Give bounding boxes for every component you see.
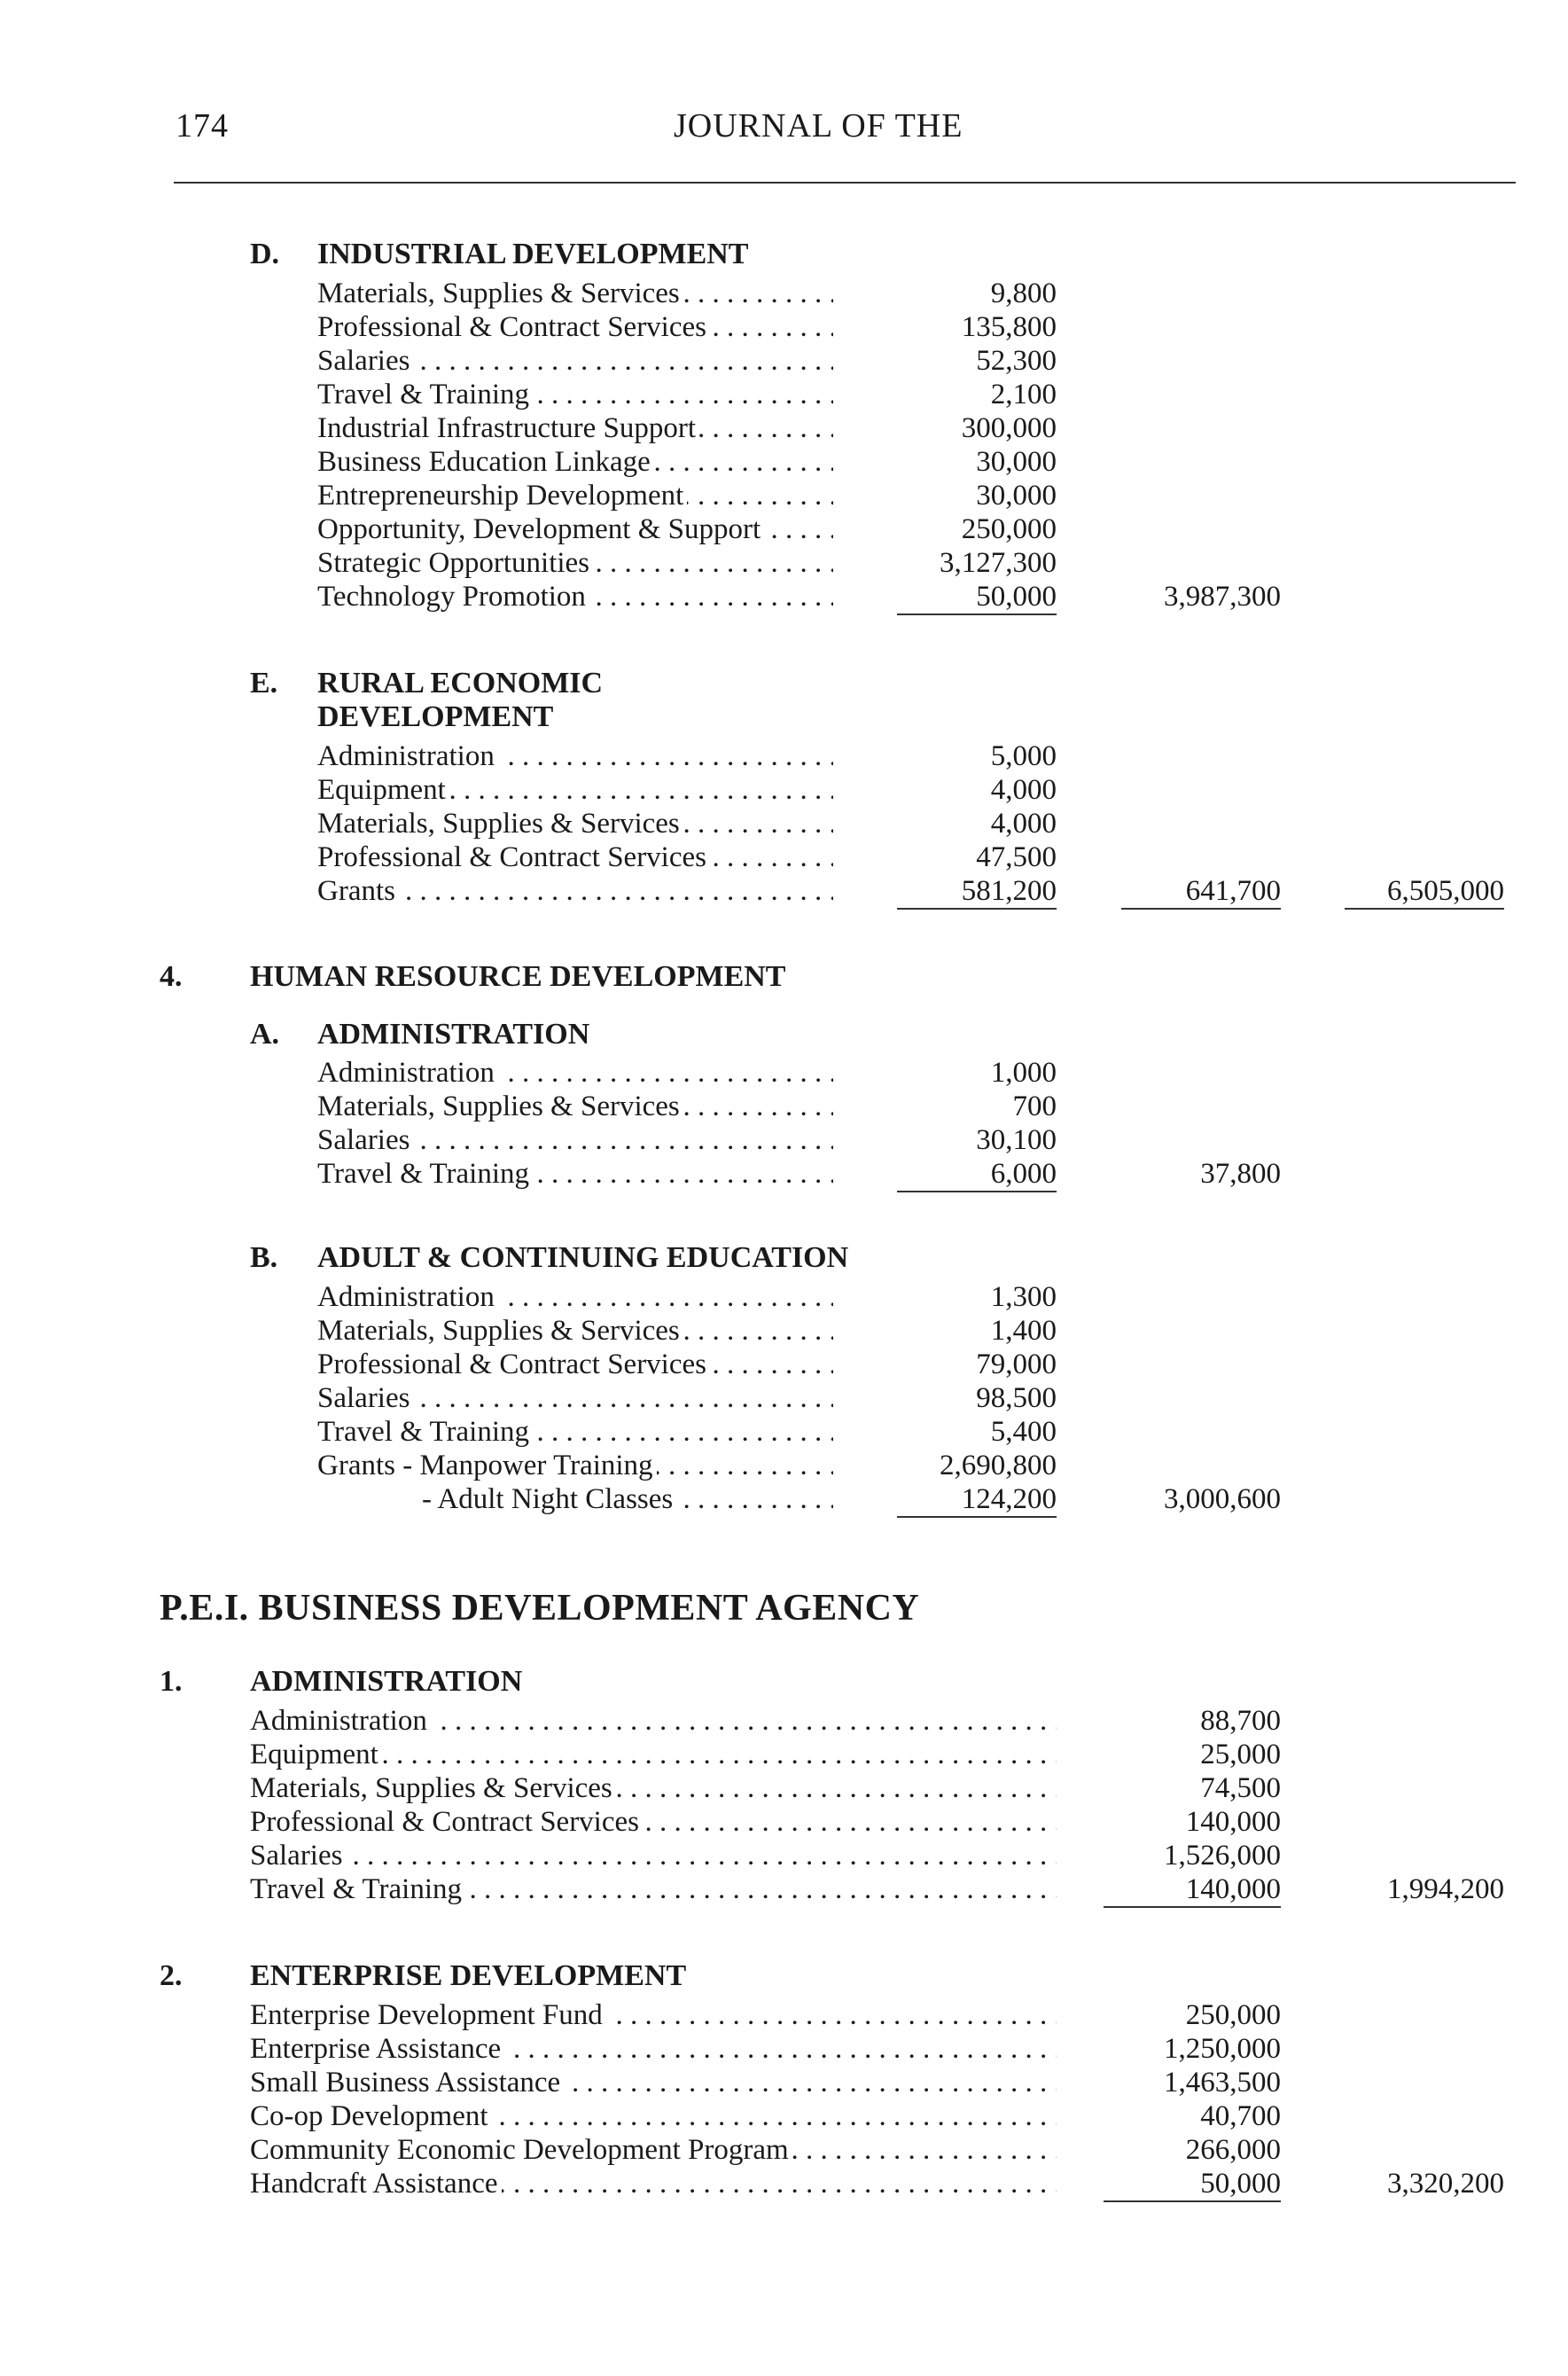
line-item-label-text: Grants - Manpower Training <box>317 1450 657 1481</box>
line-item-label-text: Travel & Training <box>250 1873 465 1905</box>
line-item-label-text: Industrial Infrastructure Support <box>317 412 699 444</box>
line-item <box>250 1704 1516 1738</box>
line-item <box>317 1123 1516 1157</box>
line-item-label <box>317 1314 833 1348</box>
agency-enterprise-number: 2. <box>160 1959 183 1992</box>
line-item <box>317 512 1516 546</box>
section-4b-title: ADULT & CONTINUING EDUCATION <box>317 1241 849 1274</box>
line-item-label <box>317 277 833 310</box>
line-item-label <box>317 1056 833 1090</box>
line-item-amount: 30,000 <box>976 480 1057 512</box>
line-item-label-text: Salaries <box>317 1382 413 1414</box>
line-item <box>317 1056 1516 1090</box>
line-item-label-text: Administration <box>317 1057 498 1089</box>
line-item-label <box>317 310 833 344</box>
line-item-label-text: Community Economic Development Program <box>250 2134 792 2166</box>
line-item <box>317 1314 1516 1348</box>
line-item-amount: 52,300 <box>976 345 1057 377</box>
section-e-title-line2: DEVELOPMENT <box>317 700 554 733</box>
line-item-label <box>317 1449 833 1482</box>
line-item-label-text: Entrepreneurship Development <box>317 480 687 512</box>
section-e-list <box>317 739 1516 908</box>
line-item-amount: 5,000 <box>990 740 1057 772</box>
subtotal-amount: 1,994,200 <box>1387 1873 1504 1905</box>
subtotal-amount: 641,700 <box>1121 874 1281 910</box>
line-item-label <box>250 2066 1057 2099</box>
line-item <box>317 1157 1516 1191</box>
line-item-label <box>317 344 833 378</box>
line-item-label-text: Enterprise Development Fund <box>250 1999 606 2031</box>
line-item-label-text: Equipment <box>250 1739 382 1770</box>
line-item-amount: 1,250,000 <box>1164 2033 1281 2065</box>
line-item-label <box>317 1280 833 1314</box>
line-item-label-text: Enterprise Assistance <box>250 2033 504 2065</box>
section-4b-list <box>317 1280 1516 1516</box>
section-4-title: HUMAN RESOURCE DEVELOPMENT <box>250 960 786 993</box>
line-item-label <box>250 1998 1057 2032</box>
line-item <box>250 2066 1516 2099</box>
line-item-label-text: Materials, Supplies & Services <box>317 277 683 309</box>
line-item-label <box>317 1348 833 1381</box>
page-number: 174 <box>176 107 229 145</box>
line-item-label <box>317 1415 833 1449</box>
subtotal-amount: 37,800 <box>1200 1158 1281 1190</box>
line-item-label-text: Materials, Supplies & Services <box>317 1090 683 1122</box>
line-item-label <box>317 1381 833 1415</box>
line-item <box>250 1839 1516 1872</box>
line-item-amount: 5,400 <box>990 1416 1057 1448</box>
line-item-label <box>250 1738 1057 1771</box>
line-item-label <box>250 1872 1057 1906</box>
line-item <box>317 310 1516 344</box>
line-item-amount: 79,000 <box>976 1348 1057 1380</box>
line-item <box>317 546 1516 580</box>
line-item-amount: 2,100 <box>990 379 1057 410</box>
line-item-label-text: Travel & Training <box>317 1416 533 1448</box>
line-item-label <box>250 1704 1057 1738</box>
line-item-label <box>250 2133 1057 2167</box>
line-item-label-text: Technology Promotion <box>317 581 589 613</box>
line-item-label-text: Administration <box>250 1705 431 1737</box>
agency-admin-list <box>250 1704 1516 1906</box>
line-item-label <box>250 1805 1057 1839</box>
line-item <box>317 1280 1516 1314</box>
section-e-title-line1: RURAL ECONOMIC <box>317 667 604 700</box>
line-item-label <box>317 874 833 908</box>
line-item-label <box>317 739 833 773</box>
line-item-label <box>317 1482 833 1516</box>
line-item-label-text: Materials, Supplies & Services <box>317 1315 683 1347</box>
line-item-label-text: Travel & Training <box>317 379 533 410</box>
section-4b-letter: B. <box>250 1241 278 1274</box>
line-item-label-text: Equipment <box>317 774 449 806</box>
section-total-amount: 6,505,000 <box>1345 874 1504 910</box>
agency-enterprise-title: ENTERPRISE DEVELOPMENT <box>250 1959 687 1992</box>
agency-admin-title: ADMINISTRATION <box>250 1665 523 1698</box>
line-item-label-text: Administration <box>317 1281 498 1313</box>
line-item-label <box>317 378 833 411</box>
line-item-label-text: Salaries <box>250 1840 346 1872</box>
line-item <box>317 445 1516 479</box>
line-item-label-text: Professional & Contract Services <box>317 1348 710 1380</box>
section-d-title: INDUSTRIAL DEVELOPMENT <box>317 238 749 270</box>
section-d-list <box>317 277 1516 614</box>
line-item-amount: 266,000 <box>1185 2134 1281 2166</box>
line-item-amount: 30,000 <box>976 446 1057 478</box>
line-item-amount: 50,000 <box>1104 2167 1281 2202</box>
line-item-label-text: Co-op Development <box>250 2100 492 2132</box>
line-item-label <box>250 1771 1057 1805</box>
line-item-amount: 250,000 <box>1185 1999 1281 2031</box>
line-item-label-text: Professional & Contract Services <box>317 841 710 873</box>
line-item <box>250 2032 1516 2066</box>
line-item-amount: 1,400 <box>990 1315 1057 1347</box>
section-d-letter: D. <box>250 238 280 270</box>
line-item <box>317 378 1516 411</box>
line-item-amount: 300,000 <box>961 412 1057 444</box>
line-item-label <box>317 411 833 445</box>
line-item <box>317 840 1516 874</box>
line-item <box>317 344 1516 378</box>
line-item <box>317 1381 1516 1415</box>
line-item-label-text: Materials, Supplies & Services <box>250 1772 616 1804</box>
line-item <box>317 1348 1516 1381</box>
line-item-label-text: Small Business Assistance <box>250 2067 564 2099</box>
line-item-amount: 47,500 <box>976 841 1057 873</box>
line-item-amount: 140,000 <box>1104 1872 1281 1908</box>
subtotal-amount: 3,987,300 <box>1164 581 1281 613</box>
line-item-label-text: Administration <box>317 740 498 772</box>
line-item-label <box>250 2167 1057 2200</box>
line-item-label <box>317 1157 833 1191</box>
line-item <box>317 580 1516 614</box>
line-item <box>250 1998 1516 2032</box>
line-item-amount: 40,700 <box>1200 2100 1281 2132</box>
line-item <box>317 807 1516 840</box>
line-item <box>317 773 1516 807</box>
subtotal-amount: 3,000,600 <box>1164 1483 1281 1515</box>
line-item <box>250 1872 1516 1906</box>
line-item-amount: 98,500 <box>976 1382 1057 1414</box>
section-4a-list <box>317 1056 1516 1191</box>
line-item-amount: 140,000 <box>1185 1806 1281 1838</box>
section-e-letter: E. <box>250 667 278 700</box>
line-item-label <box>317 840 833 874</box>
section-4a-letter: A. <box>250 1018 280 1051</box>
line-item-amount: 1,300 <box>990 1281 1057 1313</box>
line-item-amount: 25,000 <box>1200 1739 1281 1770</box>
line-item-amount: 1,000 <box>990 1057 1057 1089</box>
section-4-number: 4. <box>160 960 183 993</box>
line-item-label <box>317 512 833 546</box>
line-item-label-text: Professional & Contract Services <box>317 311 710 343</box>
line-item-label <box>317 1123 833 1157</box>
line-item-label <box>317 773 833 807</box>
line-item-label-text: Materials, Supplies & Services <box>317 808 683 840</box>
line-item-label-text: Strategic Opportunities <box>317 547 593 579</box>
line-item <box>250 2167 1516 2200</box>
line-item-label <box>250 2099 1057 2133</box>
line-item <box>250 2099 1516 2133</box>
line-item-label <box>250 2032 1057 2066</box>
line-item-amount: 4,000 <box>990 774 1057 806</box>
line-item-amount: 2,690,800 <box>940 1450 1057 1481</box>
line-item-amount: 250,000 <box>961 513 1057 545</box>
agency-admin-number: 1. <box>160 1665 183 1698</box>
line-item-amount: 3,127,300 <box>940 547 1057 579</box>
line-item-label-text: Travel & Training <box>317 1158 533 1190</box>
line-item <box>250 2133 1516 2167</box>
line-item <box>317 1090 1516 1123</box>
line-item <box>317 874 1516 908</box>
running-title: JOURNAL OF THE <box>674 107 963 145</box>
line-item-label-text: Handcraft Assistance <box>250 2168 502 2200</box>
line-item-amount: 6,000 <box>897 1157 1057 1192</box>
line-item <box>317 479 1516 512</box>
subtotal-amount: 3,320,200 <box>1387 2168 1504 2200</box>
line-item-label <box>250 1839 1057 1872</box>
line-item-label <box>317 807 833 840</box>
line-item <box>317 1449 1516 1482</box>
line-item <box>250 1805 1516 1839</box>
line-item-label-text: Opportunity, Development & Support <box>317 513 764 545</box>
section-4a-title: ADMINISTRATION <box>317 1018 590 1051</box>
agency-title: P.E.I. BUSINESS DEVELOPMENT AGENCY <box>160 1588 920 1629</box>
line-item-amount: 4,000 <box>990 808 1057 840</box>
line-item <box>317 1415 1516 1449</box>
line-item <box>317 1482 1516 1516</box>
line-item-label <box>317 546 833 580</box>
line-item-amount: 50,000 <box>897 580 1057 615</box>
line-item-amount: 1,463,500 <box>1164 2067 1281 2099</box>
line-item-amount: 9,800 <box>990 277 1057 309</box>
line-item <box>317 277 1516 310</box>
header-rule <box>174 182 1516 184</box>
line-item-label-text: Grants <box>317 875 399 907</box>
line-item-amount: 1,526,000 <box>1164 1840 1281 1872</box>
line-item-amount: 700 <box>1012 1090 1057 1122</box>
line-item <box>250 1771 1516 1805</box>
line-item <box>317 739 1516 773</box>
line-item-label <box>317 445 833 479</box>
line-item-label-text: - Adult Night Classes <box>317 1483 676 1515</box>
line-item-amount: 124,200 <box>897 1482 1057 1518</box>
line-item-amount: 74,500 <box>1200 1772 1281 1804</box>
line-item <box>317 411 1516 445</box>
line-item <box>250 1738 1516 1771</box>
line-item-label <box>317 479 833 512</box>
line-item-amount: 581,200 <box>897 874 1057 910</box>
line-item-label-text: Salaries <box>317 345 413 377</box>
line-item-amount: 135,800 <box>961 311 1057 343</box>
line-item-label-text: Salaries <box>317 1124 413 1156</box>
line-item-label <box>317 580 833 614</box>
line-item-label-text: Professional & Contract Services <box>250 1806 643 1838</box>
agency-enterprise-list <box>250 1998 1516 2200</box>
line-item-label <box>317 1090 833 1123</box>
line-item-amount: 88,700 <box>1200 1705 1281 1737</box>
line-item-label-text: Business Education Linkage <box>317 446 654 478</box>
line-item-amount: 30,100 <box>976 1124 1057 1156</box>
